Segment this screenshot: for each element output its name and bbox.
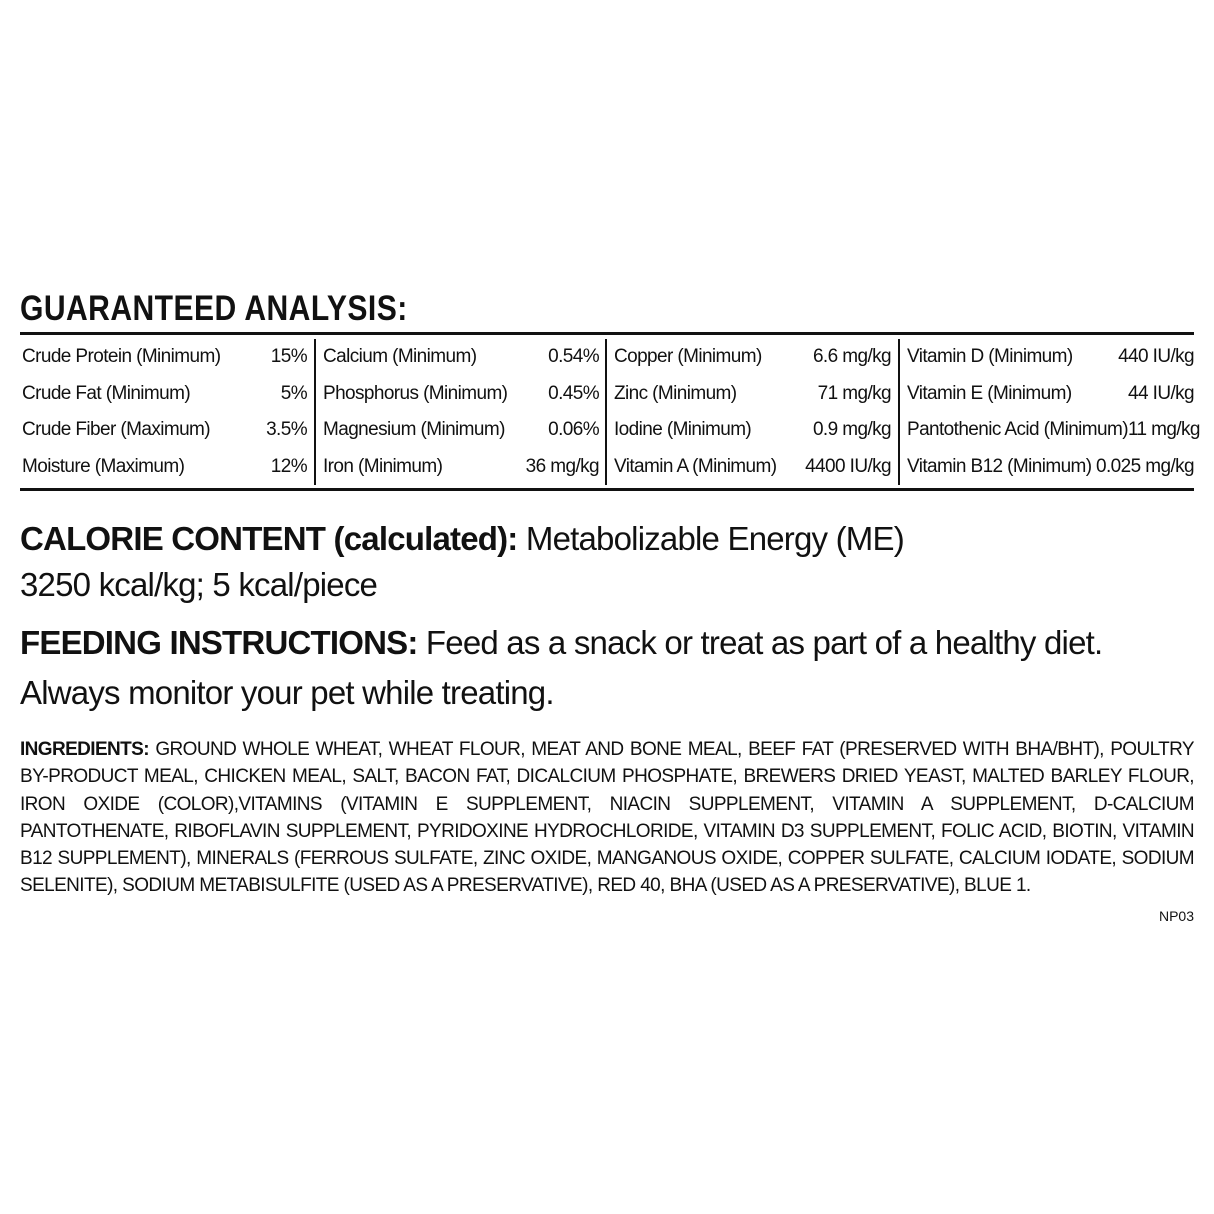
- ingredients-section: [20, 736, 1194, 924]
- nutrient-value: 0.9 mg/kg: [812, 419, 891, 441]
- nutrient-value: 0.06%: [548, 419, 599, 441]
- nutrient-value: 440 IU/kg: [1118, 346, 1194, 368]
- nutrient-name: Vitamin A (Minimum): [614, 455, 777, 477]
- analysis-row: [907, 449, 1194, 486]
- guaranteed-analysis-table: [20, 332, 1200, 491]
- nutrient-value: 12%: [270, 455, 307, 477]
- analysis-row: [323, 412, 599, 449]
- nutrient-name: Zinc (Minimum): [614, 382, 737, 404]
- nutrient-name: Vitamin E (Minimum): [907, 382, 1072, 404]
- analysis-row: [907, 412, 1200, 449]
- analysis-row: [614, 449, 891, 486]
- nutrient-name: Iron (Minimum): [323, 455, 443, 477]
- nutrient-value: 5%: [280, 382, 307, 404]
- nutrient-value: 11 mg/kg: [1127, 419, 1200, 441]
- analysis-row: [614, 339, 891, 376]
- ingredients: [20, 736, 1194, 900]
- nutrient-name: Pantothenic Acid (Minimum): [907, 419, 1128, 441]
- nutrient-name: Vitamin B12 (Minimum): [907, 455, 1092, 477]
- nutrient-name: Magnesium (Minimum): [323, 419, 505, 441]
- analysis-row: [614, 376, 891, 413]
- nutrient-name: Crude Protein (Minimum): [22, 346, 221, 368]
- nutrient-name: Crude Fat (Minimum): [22, 382, 191, 404]
- nutrient-value: 0.025 mg/kg: [1096, 455, 1194, 477]
- nutrient-name: Vitamin D (Minimum): [907, 346, 1073, 368]
- nutrient-value: 44 IU/kg: [1128, 382, 1194, 404]
- nutrient-value: 36 mg/kg: [525, 455, 599, 477]
- analysis-row: [22, 376, 307, 413]
- analysis-column-2: [314, 339, 605, 485]
- nutrient-name: Calcium (Minimum): [323, 346, 477, 368]
- analysis-row: [614, 412, 891, 449]
- nutrient-value: 0.54%: [548, 346, 599, 368]
- nutrient-name: Iodine (Minimum): [614, 419, 752, 441]
- nutrient-value: 6.6 mg/kg: [812, 346, 891, 368]
- ingredients-label: INGREDIENTS:: [20, 739, 149, 760]
- analysis-column-1: [20, 339, 314, 485]
- feeding-instructions-label: FEEDING INSTRUCTIONS:: [20, 624, 418, 661]
- nutrient-value: 71 mg/kg: [817, 382, 891, 404]
- analysis-row: [907, 376, 1194, 413]
- calorie-content: [20, 516, 1194, 608]
- nutrition-label: [20, 286, 1200, 924]
- guaranteed-analysis-heading: GUARANTEED ANALYSIS:: [20, 289, 408, 328]
- analysis-row: [323, 449, 599, 486]
- nutrient-name: Phosphorus (Minimum): [323, 382, 508, 404]
- calorie-content-value: 3250 kcal/kg; 5 kcal/piece: [20, 566, 378, 603]
- nutrient-name: Moisture (Maximum): [22, 455, 185, 477]
- nutrient-value: 15%: [270, 346, 307, 368]
- calorie-content-description: Metabolizable Energy (ME): [525, 520, 904, 557]
- analysis-row: [323, 339, 599, 376]
- nutrient-name: Copper (Minimum): [614, 346, 762, 368]
- analysis-column-3: [605, 339, 898, 485]
- analysis-row: [22, 412, 307, 449]
- calorie-content-label: CALORIE CONTENT (calculated):: [20, 520, 518, 557]
- analysis-column-4: [898, 339, 1200, 485]
- nutrient-value: 0.45%: [548, 382, 599, 404]
- analysis-row: [22, 339, 307, 376]
- nutrient-value: 4400 IU/kg: [805, 455, 891, 477]
- nutrient-name: Crude Fiber (Maximum): [22, 419, 210, 441]
- analysis-row: [323, 376, 599, 413]
- ingredients-text: GROUND WHOLE WHEAT, WHEAT FLOUR, MEAT AND BONE MEAL, BEEF FAT (PRESERVED WITH BHA/BHT), POULTRY BY-PRODUCT MEAL, CHICKEN MEAL, SALT, BACON FAT, DICALCIUM PHOSPHATE, BREWERS DRIED YEAST, MALTED BARLEY FLOUR, IRON OXIDE (COLOR),VITAMINS (VITAMIN E SUPPLEMENT, NIACIN SUPPLEMENT, VITAMIN A SUPPLEMENT, D-CALCIUM PANTOTHENATE, RIBOFLAVIN SUPPLEMENT, PYRIDOXINE HYDROCHLORIDE, VITAMIN D3 SUPPLEMENT, FOLIC ACID, BIOTIN, VITAMIN B12 SUPPLEMENT), MINERALS (FERROUS SULFATE, ZINC OXIDE, MANGANOUS OXIDE, COPPER SULFATE, CALCIUM IODATE, SODIUM SELENITE), SODIUM METABISULFITE (USED AS A PRESERVATIVE), RED 40, BHA (USED AS A PRESERVATIVE), BLUE 1.: [20, 739, 1194, 897]
- calorie-content-heading-line: [20, 516, 1194, 562]
- product-code: NP03: [1158, 907, 1194, 924]
- analysis-row: [907, 339, 1194, 376]
- nutrient-value: 3.5%: [266, 419, 307, 441]
- feeding-instructions-text: Feed as a snack or treat as part of a healthy diet. Always monitor your pet while treating.: [20, 624, 1103, 711]
- feeding-instructions: [20, 618, 1194, 718]
- analysis-row: [22, 449, 307, 486]
